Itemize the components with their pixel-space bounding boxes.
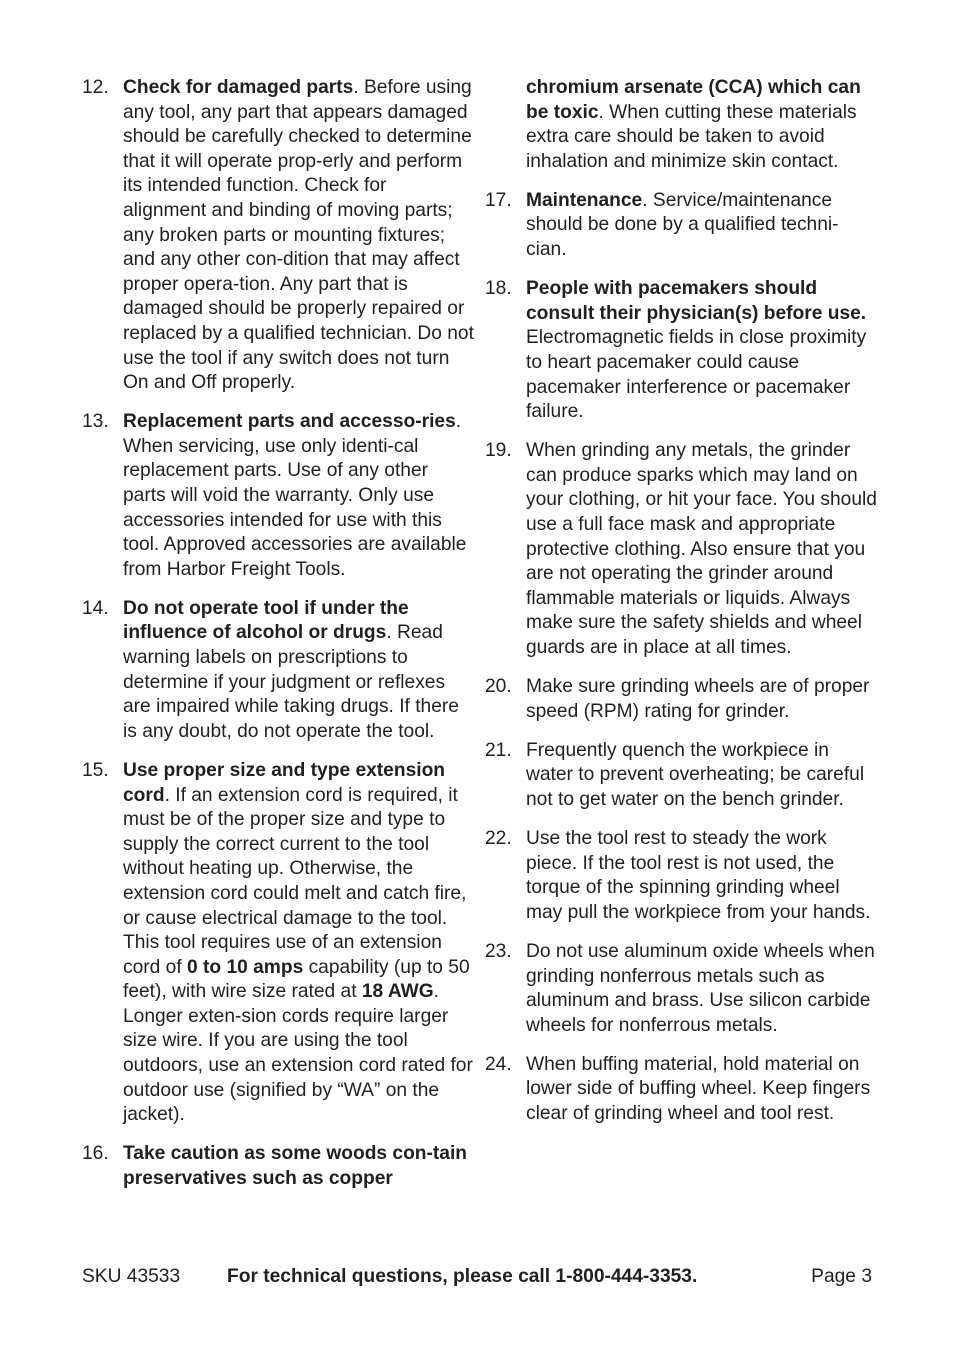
item-heading: chromium arsenate (CCA) which can be toxic — [526, 77, 861, 123]
page-number: Page 3 — [811, 1266, 872, 1287]
item-number: 14. — [82, 597, 109, 619]
amps-rating: 0 to 10 amps — [187, 956, 304, 978]
item-number: 20. — [485, 676, 512, 698]
item-body: . When servicing, use only identi-cal replacement parts. Use of any other parts will void the warranty. Only use accessories intended for use with this tool. Approved accessories are available from Harbor Freight Tools. — [123, 411, 467, 580]
item-text — [123, 410, 474, 582]
list-item-19 — [485, 439, 877, 660]
item-heading: Do not operate tool if under the influence of alcohol or drugs — [123, 597, 409, 644]
item-body: capability (up to 50 feet), with wire size rated at — [123, 956, 470, 1003]
item-heading: People with pacemakers should consult their physician(s) before use. — [526, 278, 867, 324]
item-number: 22. — [485, 828, 512, 850]
list-item-18 — [485, 277, 877, 425]
item-text — [123, 597, 474, 745]
item-text: When grinding any metals, the grinder can produce sparks which may land on your clothing, or hit your face. You should use a full face mask and appropriate protective clothing. Also ensure that you are not operating the grinder around flammable materials or liquids. Always make sure the safety shields and wheel guards are in place at all times. — [526, 440, 877, 658]
tech-support-line: For technical questions, please call 1-800-444-3353. — [227, 1266, 698, 1287]
list-item-20 — [485, 675, 877, 724]
list-item-13 — [82, 410, 474, 582]
item-body: . Read warning labels on prescriptions to determine if your judgment or reflexes are impaired while taking drugs. If there is any doubt, do not operate the tool. — [123, 622, 459, 742]
item-text — [526, 277, 877, 425]
item-number: 24. — [485, 1053, 512, 1075]
item-heading: Maintenance — [526, 189, 643, 211]
item-text: When buffing material, hold material on lower side of buffing wheel. Keep fingers clear of grinding wheel and tool rest. — [526, 1053, 871, 1124]
list-item-12 — [82, 76, 474, 396]
item-number: 19. — [485, 440, 512, 462]
list-item-16-continued — [485, 76, 877, 174]
item-number: 12. — [82, 77, 109, 98]
list-item-22 — [485, 827, 877, 925]
item-text: Do not use aluminum oxide wheels when grinding nonferrous metals such as aluminum and brass. Use silicon carbide wheels for nonferrous metals. — [526, 940, 875, 1036]
list-item-14 — [82, 597, 474, 745]
item-number: 21. — [485, 739, 512, 761]
item-text — [526, 189, 877, 263]
item-heading: Take caution as some woods con-tain preservatives such as copper — [123, 1143, 468, 1189]
item-text: Make sure grinding wheels are of proper speed (RPM) rating for grinder. — [526, 676, 870, 722]
item-text: Use the tool rest to steady the work piece. If the tool rest is not used, the torque of the spinning grinding wheel may pull the workpiece from your hands. — [526, 828, 871, 923]
item-number: 13. — [82, 411, 109, 433]
item-heading: Replacement parts and accesso-ries — [123, 411, 456, 433]
item-text: Frequently quench the workpiece in water to prevent overheating; be careful not to get water on the bench grinder. — [526, 739, 865, 810]
item-body: . Service/maintenance should be done by a qualified techni-cian. — [526, 189, 839, 261]
right-column — [485, 76, 877, 1141]
list-item-24 — [485, 1053, 877, 1127]
item-text — [123, 76, 474, 396]
item-body: Electromagnetic fields in close proximity to heart pacemaker could cause pacemaker interference or pacemaker failure. — [526, 327, 867, 423]
item-number: 15. — [82, 759, 109, 781]
item-number: 17. — [485, 189, 512, 211]
item-text — [123, 759, 474, 1128]
item-heading: Use proper size and type extension cord — [123, 759, 446, 806]
item-number: 23. — [485, 940, 512, 962]
page-footer — [82, 1264, 872, 1290]
list-item-23 — [485, 940, 877, 1038]
item-text — [123, 1142, 474, 1191]
awg-rating: 18 AWG — [361, 981, 434, 1003]
item-body: . Longer exten-sion cords require larger size wire. If you are using the tool outdoors, use an extension cord rated for outdoor use (signified by “WA” on the jacket). — [123, 981, 473, 1126]
item-body: . When cutting these materials extra care should be taken to avoid inhalation and minimize skin contact. — [526, 101, 857, 172]
item-heading: Check for damaged parts — [123, 77, 354, 98]
list-item-17 — [485, 189, 877, 263]
item-number: 16. — [82, 1143, 109, 1165]
list-item-16 — [82, 1142, 474, 1191]
list-item-15 — [82, 759, 474, 1128]
sku-label: SKU 43533 — [82, 1266, 181, 1287]
left-column — [82, 76, 474, 1206]
item-body: . Before using any tool, any part that appears damaged should be carefully checked to determine that it will operate prop-erly and perform its intended function. Check for alignment and binding of moving parts; any broken parts or mounting fixtures; and any other con-dition that may affect proper opera-tion. Any part that is damaged should be properly repaired or replaced by a qualified technician. Do not use the tool if any switch does not turn On and Off properly. — [123, 77, 474, 394]
item-body: . If an extension cord is required, it must be of the proper size and type to supply the correct current to the tool without heating up. Otherwise, the extension cord could melt and catch fire, or cause electrical damage to the tool. This tool requires use of an extension cord of — [123, 784, 467, 978]
list-item-21 — [485, 739, 877, 813]
item-number: 18. — [485, 278, 512, 300]
